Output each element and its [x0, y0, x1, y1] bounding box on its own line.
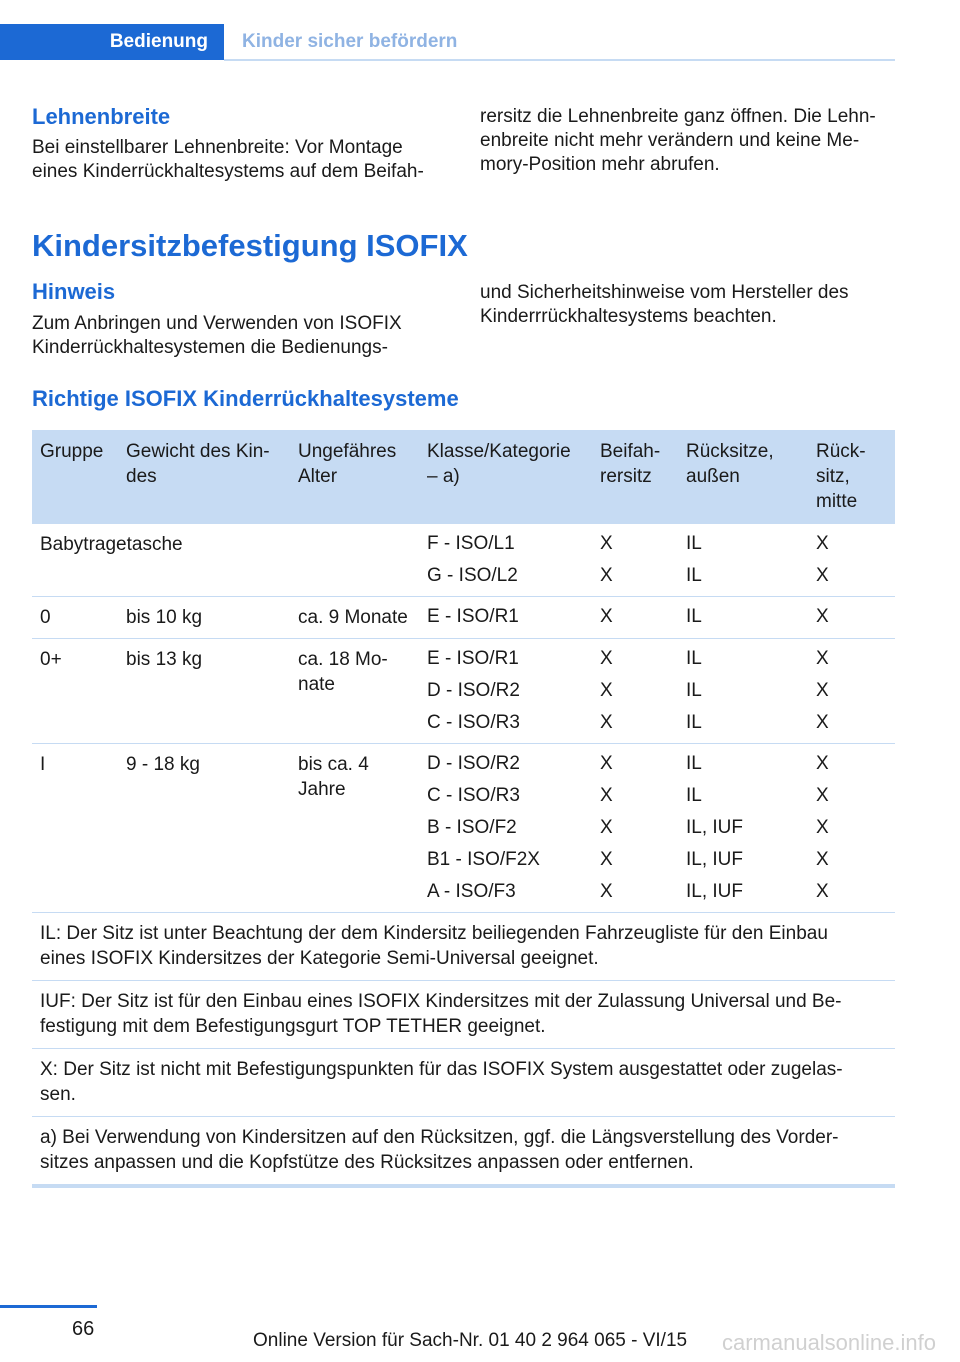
watermark: carmanualsonline.info [721, 1330, 936, 1355]
cell-line: X [816, 817, 829, 838]
cell-gruppe: Babytragetasche [32, 524, 419, 597]
cell-line: IL [686, 648, 702, 669]
cell-line: X [816, 785, 829, 806]
cell-line: X [600, 680, 613, 701]
cell-line: D - ISO/R2 [427, 753, 520, 774]
cell-line: E - ISO/R1 [427, 648, 519, 669]
cell-gruppe: 0 [32, 597, 118, 639]
table-note-row [32, 913, 895, 981]
cell-ruecksitze-aussen [678, 524, 808, 597]
table-note [32, 1117, 895, 1187]
tab-kinder-sicher-befoerdern[interactable]: Kinder sicher befördern [242, 31, 458, 52]
page-number: 66 [72, 1318, 95, 1340]
lehnenbreite-text-right [480, 105, 900, 177]
cell-line: X [816, 606, 829, 627]
cell-ruecksitz-mitte [808, 524, 895, 597]
cell-gewicht: bis 10 kg [118, 597, 290, 639]
header-ruecksitze-aussen: Rücksitze, außen [678, 430, 808, 524]
table-row [32, 639, 895, 744]
cell-line: B1 - ISO/F2X [427, 849, 540, 870]
cell-line: X [600, 712, 613, 733]
table-row [32, 524, 895, 597]
header-ruecksitz-mitte: Rück-sitz, mitte [808, 430, 895, 524]
cell-line: X [816, 881, 829, 902]
table-note [32, 1049, 895, 1117]
footer-text: Online Version für Sach-Nr. 01 40 2 964 065 - VI/15 [253, 1330, 688, 1351]
hinweis-text-left [32, 312, 452, 360]
note-line: sen. [40, 1084, 76, 1105]
cell-line: X [816, 712, 829, 733]
cell-line: IL, IUF [686, 881, 744, 902]
cell-alter: bis ca. 4 Jahre [290, 744, 419, 913]
table-note-row [32, 981, 895, 1049]
cell-alter: ca. 18 Mo-nate [290, 639, 419, 744]
table-note [32, 913, 895, 981]
lehnenbreite-heading: Lehnenbreite [32, 104, 171, 129]
cell-ruecksitz-mitte [808, 639, 895, 744]
header-tabbar [0, 24, 895, 62]
tab-bedienung[interactable]: Bedienung [0, 24, 224, 60]
header-gewicht: Gewicht des Kin-des [118, 430, 290, 524]
table-note-row [32, 1117, 895, 1187]
header-beifahrersitz: Beifah-rersitz [592, 430, 678, 524]
cell-line: D - ISO/R2 [427, 680, 520, 701]
cell-line: X [816, 565, 829, 586]
text-line: Kinderrückhaltesystemen die Bedienungs- [32, 337, 388, 358]
cell-line: C - ISO/R3 [427, 785, 520, 806]
table-row [32, 744, 895, 913]
cell-line: X [600, 565, 613, 586]
text-line: Zum Anbringen und Verwenden von ISOFIX [32, 313, 402, 334]
note-line: X: Der Sitz ist nicht mit Befestigungspunkten für das ISOFIX System ausgestattet oder zugelas- [40, 1059, 843, 1080]
text-line: enbreite nicht mehr verändern und keine Me- [480, 130, 860, 151]
cell-line: X [600, 881, 613, 902]
cell-line: B - ISO/F2 [427, 817, 517, 838]
cell-alter: ca. 9 Monate [290, 597, 419, 639]
note-line: IL: Der Sitz ist unter Beachtung der dem Kindersitz beiliegenden Fahrzeugliste für den Einbau [40, 923, 828, 944]
cell-line: X [816, 753, 829, 774]
cell-line: A - ISO/F3 [427, 881, 516, 902]
cell-line: IL [686, 785, 702, 806]
cell-line: X [600, 849, 613, 870]
cell-beifahrersitz [592, 524, 678, 597]
cell-gruppe: 0+ [32, 639, 118, 744]
note-line: a) Bei Verwendung von Kindersitzen auf den Rücksitzen, ggf. die Längsverstellung des Vorder- [40, 1127, 839, 1148]
cell-line: X [816, 533, 829, 554]
cell-line: IL [686, 606, 702, 627]
text-line: und Sicherheitshinweise vom Hersteller des [480, 282, 849, 303]
cell-gewicht: bis 13 kg [118, 639, 290, 744]
cell-gewicht: 9 - 18 kg [118, 744, 290, 913]
note-line: sitzes anpassen und die Kopfstütze des Rücksitzes anpassen oder entfernen. [40, 1152, 694, 1173]
isofix-heading: Kindersitzbefestigung ISOFIX [32, 228, 468, 263]
cell-line: IL [686, 680, 702, 701]
cell-ruecksitz-mitte [808, 744, 895, 913]
cell-klasse [419, 597, 592, 639]
cell-line: X [600, 785, 613, 806]
cell-line: X [816, 648, 829, 669]
page-number-rule [0, 1305, 97, 1308]
text-line: rersitz die Lehnenbreite ganz öffnen. Die Lehn- [480, 106, 876, 127]
cell-line: X [600, 753, 613, 774]
text-line: Bei einstellbarer Lehnenbreite: Vor Montage [32, 137, 403, 158]
cell-line: X [600, 533, 613, 554]
header-alter: Ungefähres Alter [290, 430, 419, 524]
cell-beifahrersitz [592, 597, 678, 639]
text-line: Kinderrrückhaltesystems beachten. [480, 306, 777, 327]
cell-ruecksitze-aussen [678, 639, 808, 744]
header-klasse: Klasse/Kategorie – a) [419, 430, 592, 524]
hinweis-text-right [480, 281, 900, 329]
cell-klasse [419, 639, 592, 744]
cell-klasse [419, 524, 592, 597]
note-line: IUF: Der Sitz ist für den Einbau eines ISOFIX Kindersitzes mit der Zulassung Universal und Be- [40, 991, 842, 1012]
note-line: eines ISOFIX Kindersitzes der Kategorie Semi-Universal geeignet. [40, 948, 599, 969]
text-line: mory-Position mehr abrufen. [480, 154, 720, 175]
table-row [32, 597, 895, 639]
cell-klasse [419, 744, 592, 913]
table-heading: Richtige ISOFIX Kinderrückhaltesysteme [32, 386, 459, 411]
cell-line: IL, IUF [686, 849, 744, 870]
cell-line: F - ISO/L1 [427, 533, 515, 554]
cell-ruecksitze-aussen [678, 744, 808, 913]
cell-line: X [816, 849, 829, 870]
cell-line: X [600, 606, 613, 627]
note-line: festigung mit dem Befestigungsgurt TOP TETHER geeignet. [40, 1016, 546, 1037]
cell-line: X [600, 817, 613, 838]
table-note-row [32, 1049, 895, 1117]
cell-line: X [600, 648, 613, 669]
header-gruppe: Gruppe [32, 430, 118, 524]
cell-line: IL [686, 753, 702, 774]
cell-line: G - ISO/L2 [427, 565, 518, 586]
lehnenbreite-text-left [32, 136, 452, 184]
cell-line: X [816, 680, 829, 701]
tab-divider-line [224, 59, 895, 61]
cell-line: IL [686, 533, 702, 554]
isofix-table [32, 430, 895, 1188]
cell-line: IL [686, 712, 702, 733]
cell-ruecksitz-mitte [808, 597, 895, 639]
table-note [32, 981, 895, 1049]
table-header-row [32, 430, 895, 524]
cell-line: C - ISO/R3 [427, 712, 520, 733]
cell-line: IL, IUF [686, 817, 744, 838]
cell-line: E - ISO/R1 [427, 606, 519, 627]
text-line: eines Kinderrückhaltesystems auf dem Beifah- [32, 161, 424, 182]
cell-beifahrersitz [592, 639, 678, 744]
hinweis-heading: Hinweis [32, 279, 116, 304]
cell-beifahrersitz [592, 744, 678, 913]
cell-gruppe: I [32, 744, 118, 913]
cell-ruecksitze-aussen [678, 597, 808, 639]
cell-line: IL [686, 565, 702, 586]
